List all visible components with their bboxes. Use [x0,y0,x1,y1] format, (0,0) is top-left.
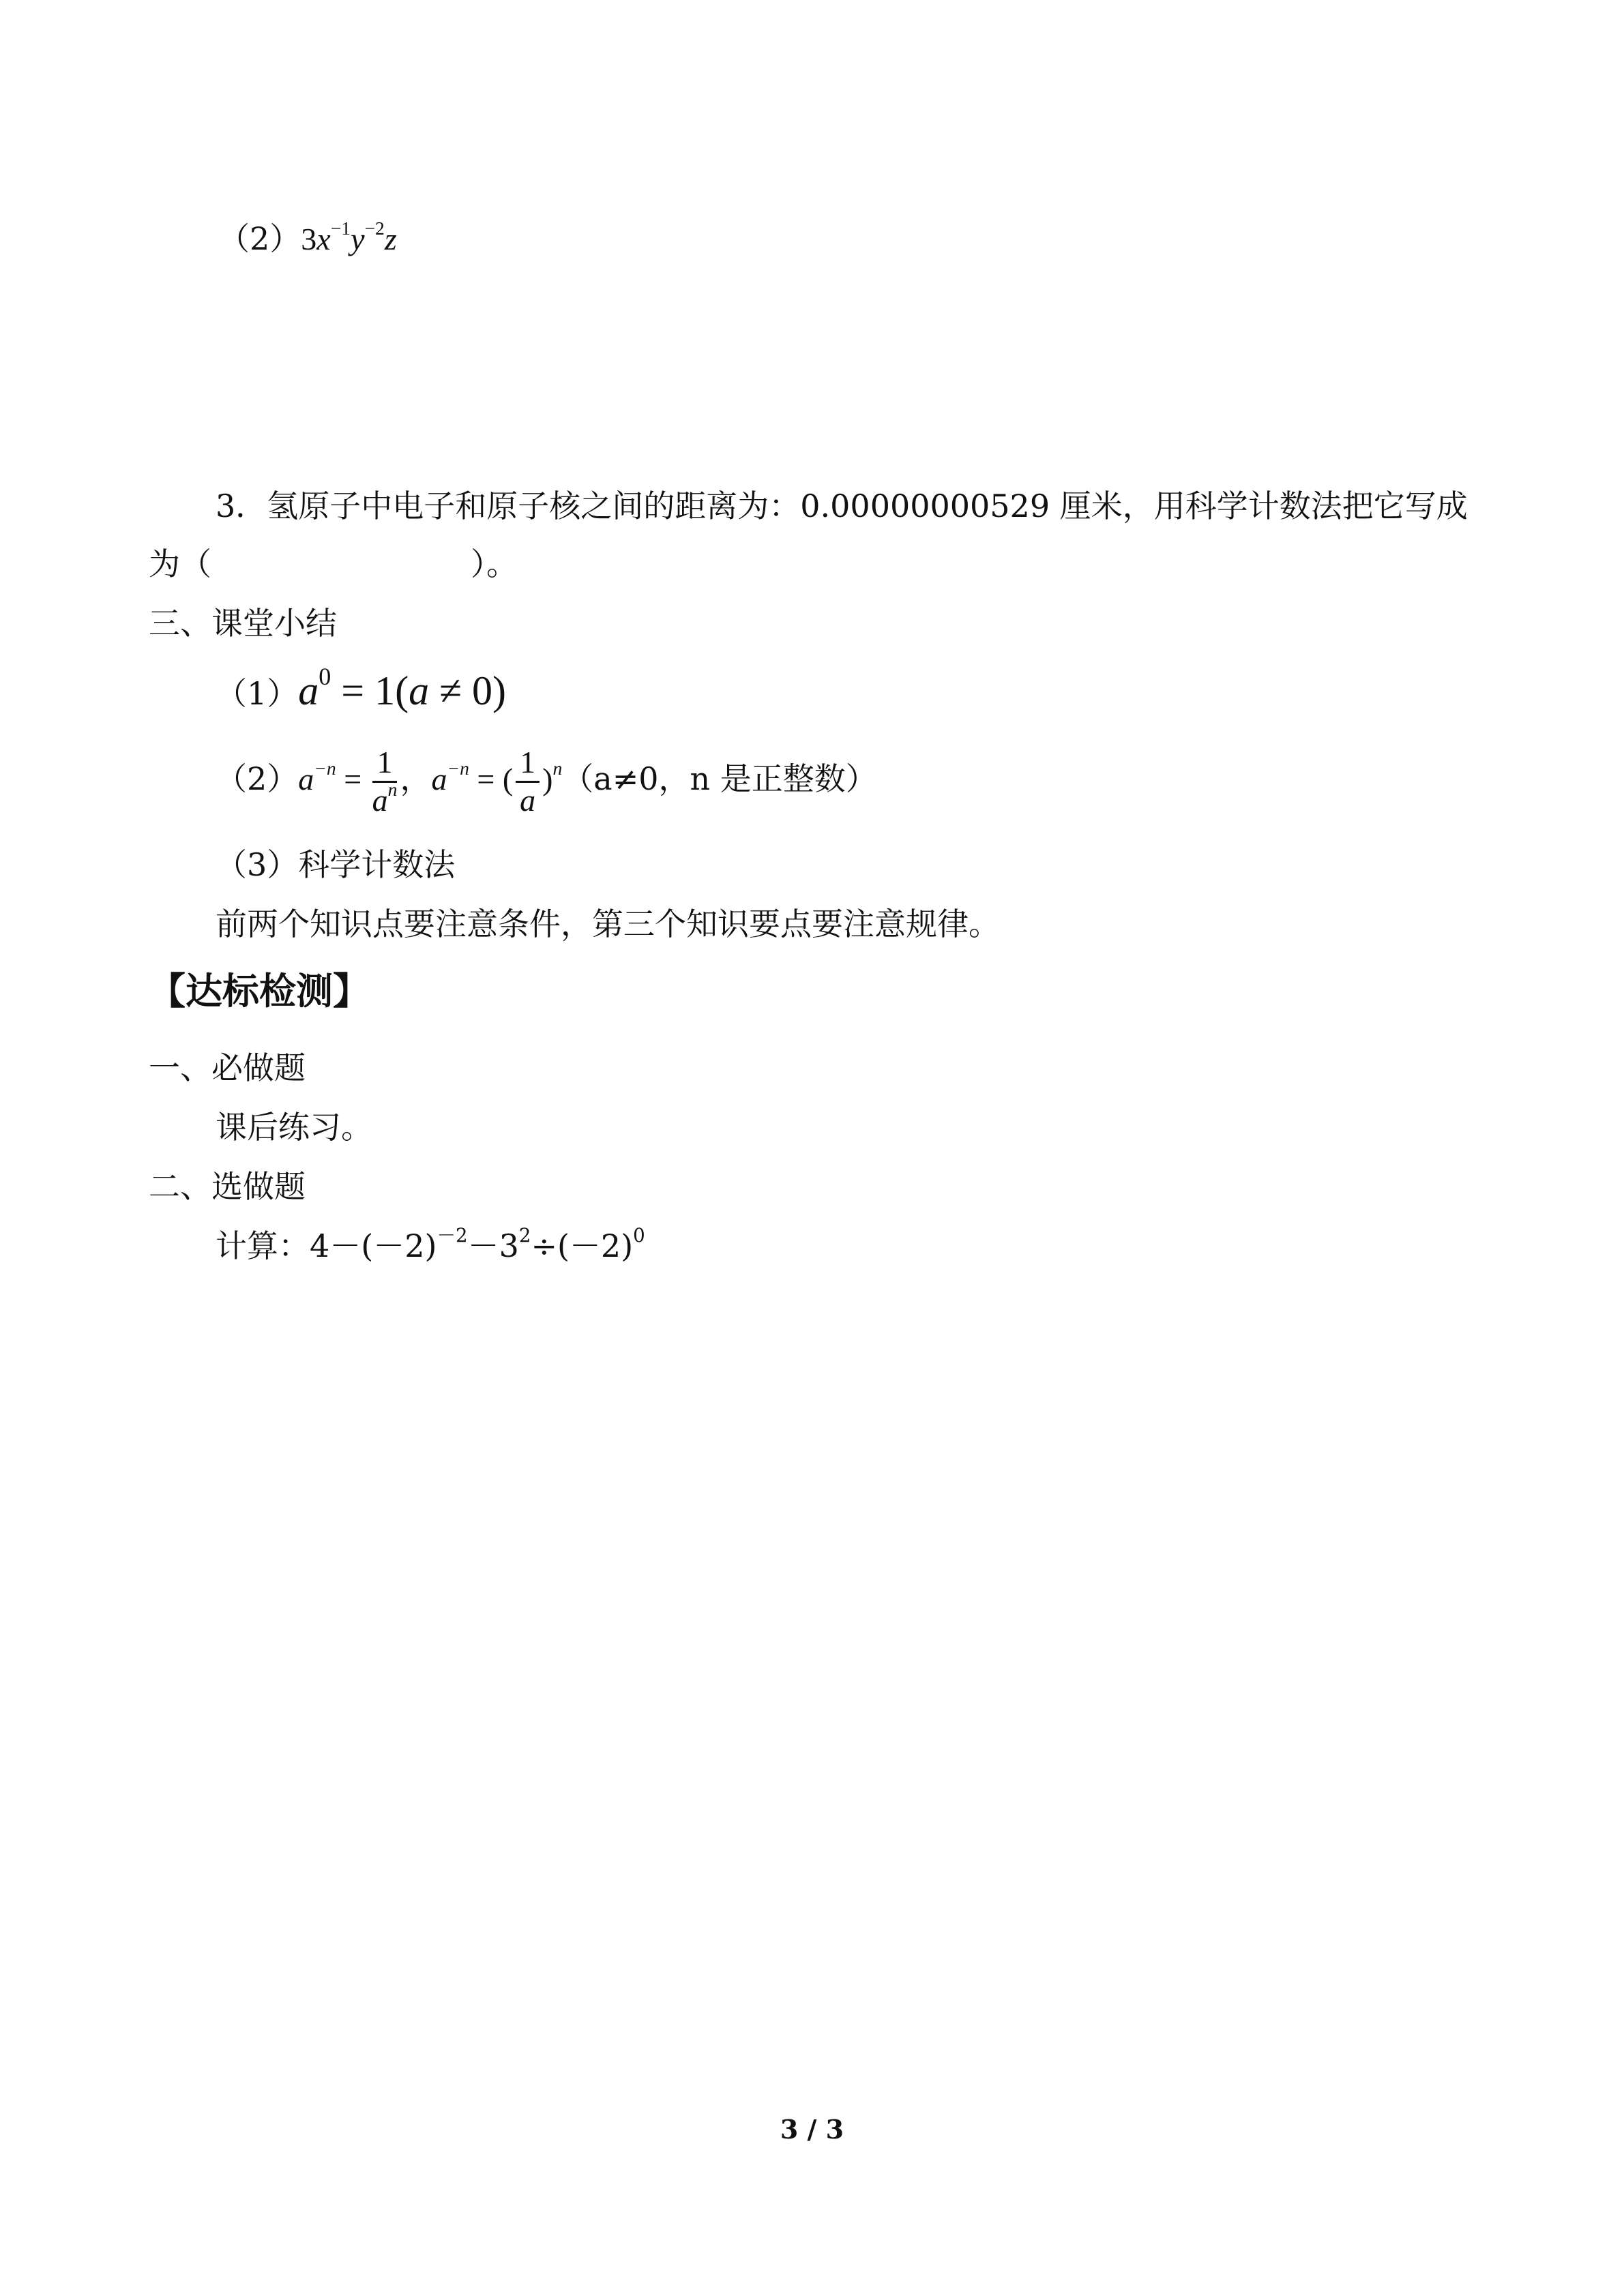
s2-condition: （a≠0，n 是正整数） [562,760,877,797]
s1-var-a2: a [409,668,430,713]
s2-eq2: = ( [469,762,514,796]
s2-fraction-2 [516,746,540,817]
s2-frac2-den: a [520,782,536,818]
summary-note: 前两个知识点要注意条件，第三个知识要点要注意规律。 [216,906,1000,942]
question-2-expression [218,218,397,260]
s2-fraction-1 [372,746,398,817]
s1-eq: = 1( [331,668,409,713]
summary-heading: 三、课堂小结 [149,605,337,642]
q2-coefficient: 3 [301,222,317,256]
question-3-line-1: 3．氢原子中电子和原子核之间的距离为：0.00000000529 厘米，用科学计数法把它写成 [216,488,1468,524]
s2-var-a: a [298,762,314,796]
s2-var-a2: a [431,762,447,796]
check-calc [216,1225,645,1266]
s2-label: （2） [216,760,299,797]
q2-exp-y: −2 [364,217,385,239]
summary-item-2 [216,745,877,817]
s2-separator: ， [400,760,432,797]
calc-mid: －3 [467,1227,519,1264]
page-number: 3 / 3 [780,2114,844,2145]
s1-var-a: a [298,668,319,713]
s2-exp: −n [314,757,336,779]
q3-close: ）。 [471,546,518,582]
s2-exp3: n [552,757,563,779]
check-part-1: 一、必做题 [149,1049,306,1086]
q2-var-x: x [316,222,331,256]
q3-open: 为（ [149,546,211,582]
calc-div: ÷(－2) [531,1227,634,1264]
s2-frac1-num: 1 [372,746,398,782]
s2-exp2: −n [447,757,469,779]
s2-eq: = [336,762,370,796]
s2-close: ) [542,762,553,796]
q2-var-y: y [351,222,365,256]
q2-var-z: z [384,222,397,256]
calc-exp-2: 2 [518,1223,531,1247]
summary-item-3: （3）科学计数法 [216,846,456,883]
s2-frac1-den [372,778,398,818]
summary-item-1 [216,663,507,717]
s2-frac1-den-a: a [372,782,388,818]
s2-frac1-den-exp: n [387,778,398,800]
calc-start: 计算：4－(－2) [216,1227,437,1264]
check-part-1-body: 课后练习。 [216,1109,372,1146]
s2-frac2-num: 1 [516,746,540,782]
check-heading: 【达标检测】 [149,969,370,1013]
calc-exp-1: －2 [437,1223,468,1247]
calc-exp-3: 0 [633,1223,645,1247]
q2-label: （2） [218,220,301,257]
s1-cond: ≠ 0) [429,668,507,713]
s1-label: （1） [216,675,299,712]
q2-exp-x: −1 [330,217,351,239]
s1-exp: 0 [319,663,331,691]
check-part-2: 二、选做题 [149,1168,306,1205]
question-3-line-2 [149,543,518,584]
